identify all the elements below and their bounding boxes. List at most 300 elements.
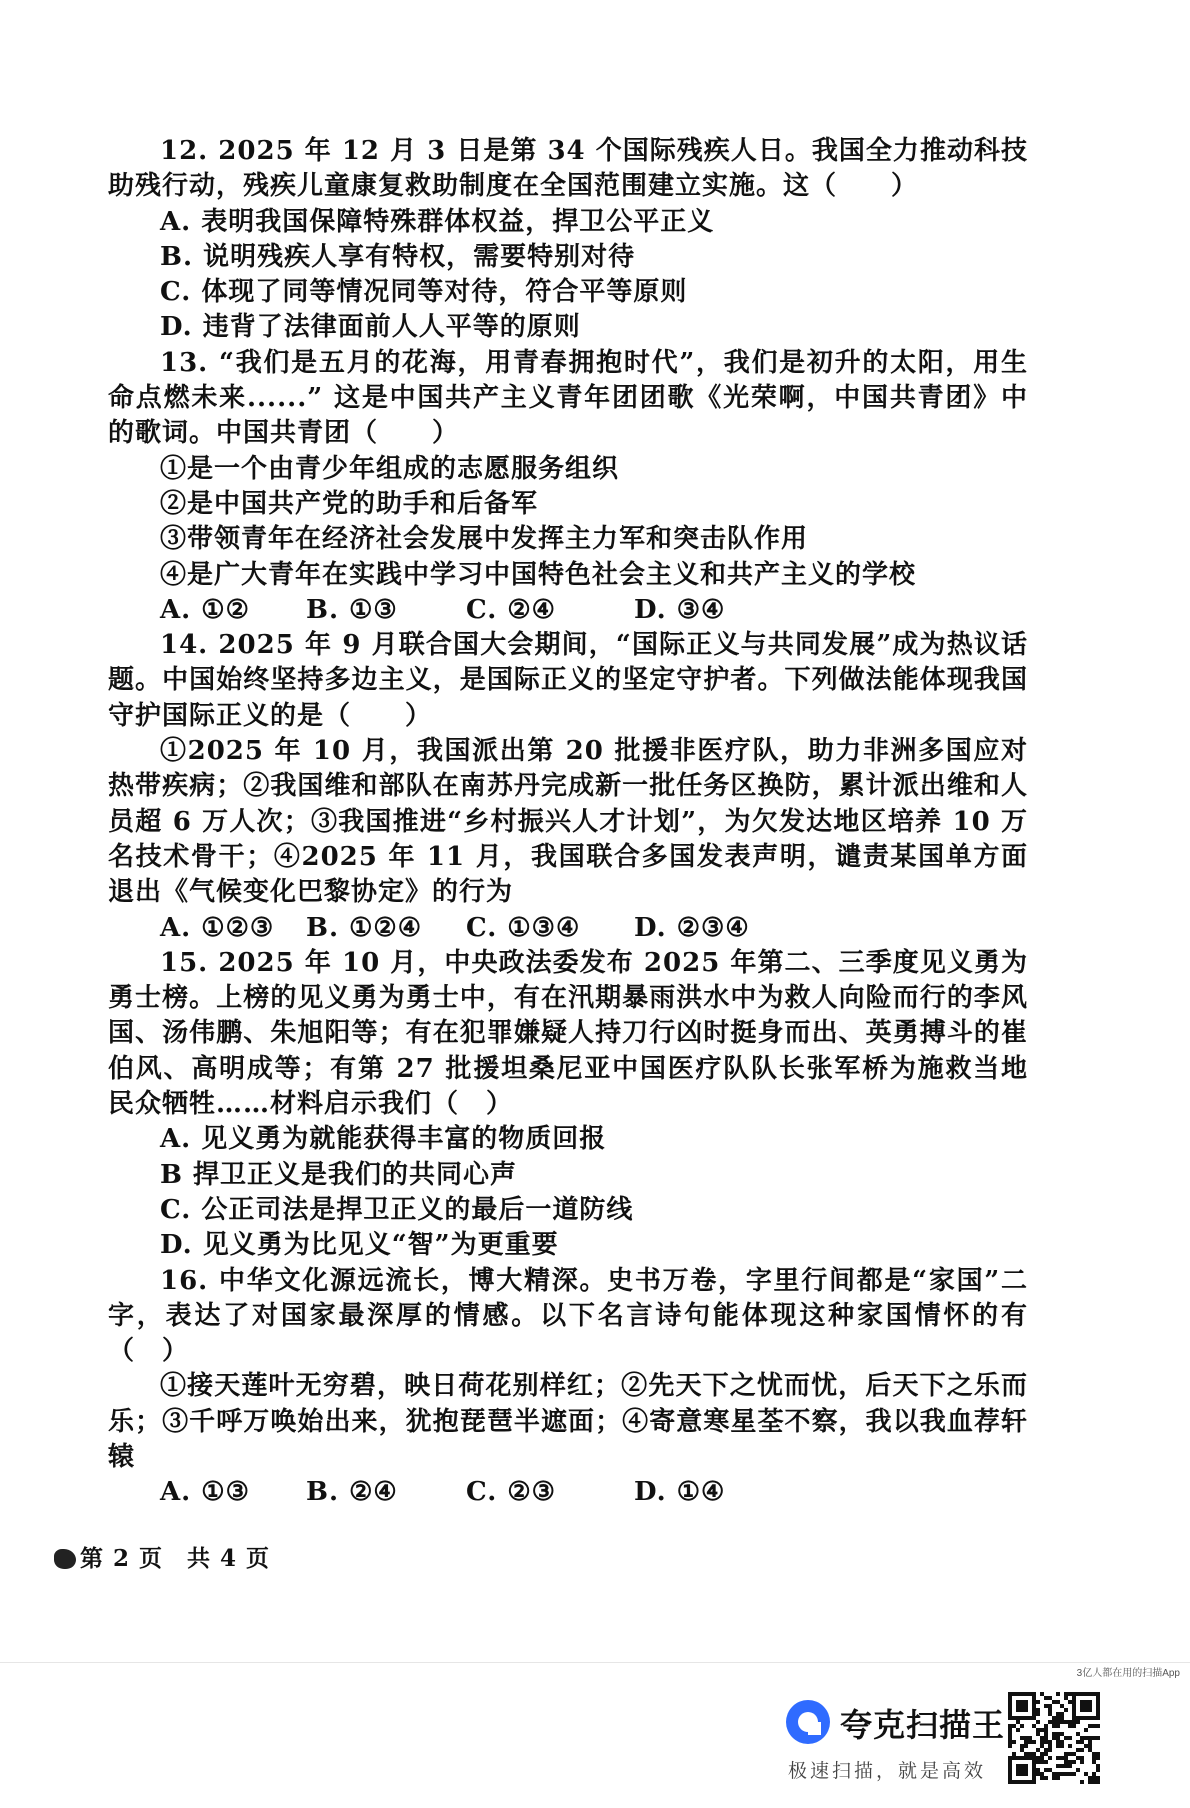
qr-module — [1032, 1692, 1036, 1696]
qr-module — [1028, 1736, 1032, 1740]
option-c: C. 体现了同等情况同等对待，符合平等原则 — [160, 277, 688, 308]
qr-module — [1036, 1768, 1040, 1772]
qr-module — [1060, 1720, 1064, 1724]
qr-module — [1088, 1724, 1092, 1728]
qr-module — [1052, 1716, 1056, 1720]
option-d: D. 见义勇为比见义“智”为更重要 — [160, 1230, 559, 1261]
qr-module — [1048, 1748, 1052, 1752]
qr-module — [1056, 1720, 1060, 1724]
qr-module — [1096, 1768, 1100, 1772]
qr-module — [1020, 1748, 1024, 1752]
scanner-tagline: 3亿人都在用的扫描App — [1076, 1668, 1180, 1679]
qr-module — [1088, 1692, 1092, 1696]
qr-module — [1008, 1692, 1012, 1696]
qr-module — [1008, 1708, 1012, 1712]
qr-module — [1052, 1732, 1056, 1736]
scanner-brand — [784, 1690, 1004, 1780]
option-c: C. 公正司法是捍卫正义的最后一道防线 — [160, 1194, 634, 1225]
choice-c: C. ②③ — [466, 1477, 556, 1508]
qr-module — [1096, 1756, 1100, 1760]
statement-3: ③带领青年在经济社会发展中发挥主力军和突击队作用 — [160, 524, 809, 555]
qr-module — [1044, 1752, 1048, 1756]
qr-module — [1084, 1704, 1088, 1708]
qr-module — [1088, 1700, 1092, 1704]
qr-module — [1096, 1724, 1100, 1728]
qr-module — [1016, 1772, 1020, 1776]
qr-module — [1008, 1716, 1012, 1720]
qr-module — [1052, 1776, 1056, 1780]
qr-module — [1088, 1716, 1092, 1720]
qr-module — [1044, 1724, 1048, 1728]
qr-module — [1036, 1700, 1040, 1704]
qr-module — [1072, 1708, 1076, 1712]
qr-module — [1024, 1704, 1028, 1708]
qr-module — [1048, 1744, 1052, 1748]
qr-module — [1084, 1744, 1088, 1748]
qr-module — [1024, 1708, 1028, 1712]
qr-module — [1064, 1752, 1068, 1756]
qr-module — [1056, 1764, 1060, 1768]
qr-module — [1016, 1728, 1020, 1732]
qr-module — [1056, 1712, 1060, 1716]
qr-module — [1036, 1732, 1040, 1736]
qr-module — [1056, 1740, 1060, 1744]
qr-module — [1024, 1780, 1028, 1784]
qr-module — [1040, 1692, 1044, 1696]
qr-module — [1088, 1748, 1092, 1752]
qr-module — [1016, 1756, 1020, 1760]
qr-module — [1008, 1736, 1012, 1740]
qr-module — [1076, 1740, 1080, 1744]
qr-module — [1060, 1772, 1064, 1776]
qr-module — [1060, 1712, 1064, 1716]
qr-module — [1096, 1708, 1100, 1712]
question-15 — [108, 946, 1028, 1264]
qr-module — [1084, 1736, 1088, 1740]
qr-module — [1016, 1768, 1020, 1772]
qr-module — [1044, 1704, 1048, 1708]
qr-module — [1084, 1700, 1088, 1704]
statement-1: ①是一个由青少年组成的志愿服务组织 — [160, 453, 620, 484]
qr-module — [1096, 1764, 1100, 1768]
statement-2: ②是中国共产党的助手和后备军 — [160, 488, 539, 519]
qr-module — [1072, 1772, 1076, 1776]
question-14 — [108, 628, 1028, 946]
qr-module — [1040, 1772, 1044, 1776]
qr-module — [1040, 1756, 1044, 1760]
choice-d: D. ①④ — [634, 1477, 726, 1508]
qr-module — [1096, 1696, 1100, 1700]
qr-module — [1032, 1704, 1036, 1708]
qr-module — [1020, 1772, 1024, 1776]
qr-module — [1012, 1724, 1016, 1728]
qr-module — [1068, 1752, 1072, 1756]
qr-module — [1024, 1700, 1028, 1704]
qr-module — [1052, 1772, 1056, 1776]
qr-module — [1008, 1700, 1012, 1704]
qr-module — [1068, 1720, 1072, 1724]
qr-module — [1056, 1724, 1060, 1728]
question-material: ①接天莲叶无穷碧，映日荷花别样红；②先天下之忧而忧，后天下之乐而乐；③千呼万唤始出来，犹抱琵琶半遮面；④寄意寒星荃不察，我以我血荐轩辕 — [108, 1371, 1028, 1472]
qr-module — [1096, 1776, 1100, 1780]
qr-module — [1040, 1776, 1044, 1780]
question-stem: 15. 2025 年 10 月，中央政法委发布 2025 年第二、三季度见义勇为勇士榜。上榜的见义勇为勇士中，有在汛期暴雨洪水中为救人向险而行的李风国、汤伟鹏、朱旭阳等；有在犯罪嫌疑人持刀行凶时挺身而出、英勇搏斗的崔伯风、高明成等；有第 27 批援坦桑尼亚中国医疗队队长张军桥为施救当地民众牺牲……材料启示我们（ ） — [108, 947, 1028, 1120]
qr-module — [1068, 1692, 1072, 1696]
qr-module — [1072, 1692, 1076, 1696]
qr-module — [1072, 1712, 1076, 1716]
qr-module — [1044, 1736, 1048, 1740]
qr-module — [1056, 1700, 1060, 1704]
qr-module — [1036, 1728, 1040, 1732]
option-b: B 捍卫正义是我们的共同心声 — [160, 1159, 518, 1190]
qr-module — [1072, 1752, 1076, 1756]
choice-a: A. ①②③ — [160, 912, 275, 943]
qr-module — [1080, 1748, 1084, 1752]
qr-module — [1012, 1692, 1016, 1696]
qr-module — [1080, 1780, 1084, 1784]
qr-module — [1012, 1740, 1016, 1744]
qr-module — [1020, 1716, 1024, 1720]
question-stem: 12. 2025 年 12 月 3 日是第 34 个国际残疾人日。我国全力推动科技助残行动，残疾儿童康复救助制度在全国范围建立实施。这（ ） — [108, 136, 1028, 202]
qr-module — [1080, 1740, 1084, 1744]
qr-module — [1016, 1708, 1020, 1712]
qr-module — [1008, 1728, 1012, 1732]
qr-module — [1092, 1724, 1096, 1728]
quark-logo-icon — [784, 1698, 832, 1746]
qr-module — [1024, 1692, 1028, 1696]
scanner-slogan: 极速扫描，就是高效 — [788, 1760, 987, 1782]
qr-module — [1040, 1736, 1044, 1740]
qr-module — [1060, 1732, 1064, 1736]
question-16 — [108, 1264, 1028, 1511]
qr-module — [1024, 1744, 1028, 1748]
qr-module — [1064, 1756, 1068, 1760]
qr-module — [1052, 1700, 1056, 1704]
qr-module — [1028, 1756, 1032, 1760]
choice-a: A. ①③ — [160, 1477, 250, 1508]
qr-module — [1096, 1712, 1100, 1716]
qr-module — [1012, 1716, 1016, 1720]
choice-d: D. ③④ — [634, 594, 726, 625]
qr-module — [1064, 1708, 1068, 1712]
page-number-label: 第 2 页 共 4 页 — [80, 1545, 271, 1572]
qr-module — [1092, 1760, 1096, 1764]
qr-module — [1028, 1780, 1032, 1784]
qr-module — [1088, 1740, 1092, 1744]
qr-module — [1096, 1704, 1100, 1708]
qr-module — [1012, 1752, 1016, 1756]
qr-module — [1064, 1696, 1068, 1700]
qr-module — [1096, 1716, 1100, 1720]
qr-module — [1072, 1704, 1076, 1708]
qr-module — [1016, 1700, 1020, 1704]
qr-module — [1064, 1772, 1068, 1776]
qr-module — [1008, 1772, 1012, 1776]
qr-module — [1056, 1716, 1060, 1720]
qr-module — [1008, 1756, 1012, 1760]
qr-module — [1068, 1736, 1072, 1740]
qr-module — [1056, 1776, 1060, 1780]
qr-module — [1020, 1780, 1024, 1784]
qr-module — [1040, 1744, 1044, 1748]
qr-module — [1064, 1692, 1068, 1696]
qr-module — [1024, 1740, 1028, 1744]
qr-module — [1032, 1764, 1036, 1768]
answer-choices — [108, 911, 1028, 946]
qr-module — [1088, 1780, 1092, 1784]
qr-module — [1020, 1692, 1024, 1696]
qr-module — [1076, 1716, 1080, 1720]
qr-module — [1092, 1736, 1096, 1740]
qr-module — [1032, 1696, 1036, 1700]
qr-module — [1076, 1748, 1080, 1752]
qr-module — [1072, 1724, 1076, 1728]
qr-module — [1072, 1760, 1076, 1764]
qr-module — [1008, 1780, 1012, 1784]
qr-module — [1088, 1704, 1092, 1708]
option-b: B. 说明残疾人享有特权，需要特别对待 — [160, 241, 636, 272]
qr-module — [1076, 1756, 1080, 1760]
qr-module — [1016, 1704, 1020, 1708]
qr-module — [1048, 1708, 1052, 1712]
qr-module — [1044, 1696, 1048, 1700]
qr-module — [1032, 1752, 1036, 1756]
qr-module — [1088, 1708, 1092, 1712]
qr-module — [1096, 1780, 1100, 1784]
qr-module — [1036, 1720, 1040, 1724]
question-stem: 14. 2025 年 9 月联合国大会期间，“国际正义与共同发展”成为热议话题。中国始终坚持多边主义，是国际正义的坚定守护者。下列做法能体现我国守护国际正义的是（ ） — [108, 630, 1028, 731]
qr-module — [1092, 1776, 1096, 1780]
qr-module — [1044, 1768, 1048, 1772]
qr-module — [1008, 1760, 1012, 1764]
qr-module — [1020, 1700, 1024, 1704]
scan-divider — [0, 1662, 1190, 1663]
qr-module — [1028, 1752, 1032, 1756]
qr-module — [1008, 1776, 1012, 1780]
qr-module — [1064, 1736, 1068, 1740]
question-13 — [108, 346, 1028, 628]
qr-module — [1068, 1760, 1072, 1764]
qr-module — [1020, 1768, 1024, 1772]
qr-module — [1084, 1772, 1088, 1776]
qr-module — [1020, 1704, 1024, 1708]
qr-module — [1032, 1768, 1036, 1772]
qr-module — [1016, 1780, 1020, 1784]
scanner-brand-name: 夸克扫描王 — [840, 1706, 1006, 1744]
qr-module — [1008, 1768, 1012, 1772]
qr-module — [1072, 1716, 1076, 1720]
qr-module — [1020, 1764, 1024, 1768]
qr-module — [1036, 1708, 1040, 1712]
option-a: A. 表明我国保障特殊群体权益，捍卫公平正义 — [160, 206, 715, 237]
ink-smudge — [54, 1549, 76, 1569]
qr-module — [1020, 1724, 1024, 1728]
qr-module — [1056, 1772, 1060, 1776]
choice-b: B. ②④ — [306, 1477, 398, 1508]
qr-module — [1060, 1704, 1064, 1708]
qr-module — [1032, 1772, 1036, 1776]
qr-module — [1088, 1744, 1092, 1748]
qr-module — [1040, 1740, 1044, 1744]
qr-module — [1060, 1740, 1064, 1744]
answer-choices — [108, 593, 1028, 628]
qr-module — [1024, 1772, 1028, 1776]
option-d: D. 违背了法律面前人人平等的原则 — [160, 312, 581, 343]
qr-module — [1036, 1712, 1040, 1716]
qr-module — [1048, 1720, 1052, 1724]
qr-module — [1056, 1736, 1060, 1740]
qr-module — [1008, 1732, 1012, 1736]
question-stem: 13. “我们是五月的花海，用青春拥抱时代”，我们是初升的太阳，用生命点燃未来......” 这是中国共产主义青年团团歌《光荣啊，中国共青团》中的歌词。中国共青团（ ） — [108, 347, 1028, 449]
qr-module — [1080, 1736, 1084, 1740]
page-number — [54, 1540, 270, 1573]
choice-b: B. ①②④ — [306, 912, 423, 943]
qr-module — [1068, 1772, 1072, 1776]
qr-module — [1032, 1724, 1036, 1728]
qr-module — [1040, 1752, 1044, 1756]
qr-module — [1040, 1760, 1044, 1764]
qr-module — [1056, 1756, 1060, 1760]
qr-module — [1048, 1712, 1052, 1716]
qr-module — [1084, 1708, 1088, 1712]
qr-module — [1056, 1744, 1060, 1748]
qr-module — [1076, 1692, 1080, 1696]
qr-module — [1060, 1756, 1064, 1760]
qr-module — [1036, 1748, 1040, 1752]
qr-module — [1064, 1760, 1068, 1764]
qr-module — [1016, 1720, 1020, 1724]
qr-module — [1048, 1696, 1052, 1700]
qr-module — [1028, 1716, 1032, 1720]
qr-module — [1068, 1700, 1072, 1704]
qr-module — [1052, 1736, 1056, 1740]
qr-code-icon — [1008, 1692, 1100, 1784]
qr-module — [1052, 1720, 1056, 1724]
qr-module — [1068, 1744, 1072, 1748]
qr-module — [1016, 1692, 1020, 1696]
statement-4: ④是广大青年在实践中学习中国特色社会主义和共产主义的学校 — [160, 559, 917, 590]
qr-module — [1008, 1744, 1012, 1748]
qr-module — [1060, 1744, 1064, 1748]
question-stem: 16. 中华文化源远流长，博大精深。史书万卷，字里行间都是“家国”二字，表达了对国家最深厚的情感。以下名言诗句能体现这种家国情怀的有（ ） — [108, 1265, 1028, 1367]
question-material: ①2025 年 10 月，我国派出第 20 批援非医疗队，助力非洲多国应对热带疾病；②我国维和部队在南苏丹完成新一批任务区换防，累计派出维和人员超 6 万人次；③我国推进“乡村振兴人才计划”，为欠发达地区培养 10 万名技术骨干；④2025 年 11 月，我国联合多国发表声明，谴责某国单方面退出《气候变化巴黎协定》的行为 — [108, 736, 1028, 908]
qr-module — [1096, 1752, 1100, 1756]
qr-module — [1040, 1728, 1044, 1732]
qr-module — [1080, 1716, 1084, 1720]
choice-c: C. ②④ — [466, 594, 556, 625]
qr-module — [1096, 1692, 1100, 1696]
option-a: A. 见义勇为就能获得丰富的物质回报 — [160, 1124, 607, 1155]
qr-module — [1032, 1712, 1036, 1716]
qr-module — [1044, 1732, 1048, 1736]
qr-module — [1028, 1740, 1032, 1744]
qr-module — [1064, 1764, 1068, 1768]
qr-module — [1044, 1740, 1048, 1744]
qr-module — [1044, 1760, 1048, 1764]
qr-module — [1032, 1780, 1036, 1784]
qr-module — [1008, 1704, 1012, 1708]
qr-module — [1092, 1752, 1096, 1756]
qr-module — [1020, 1744, 1024, 1748]
qr-module — [1036, 1772, 1040, 1776]
qr-module — [1056, 1732, 1060, 1736]
qr-module — [1080, 1760, 1084, 1764]
qr-module — [1008, 1696, 1012, 1700]
qr-module — [1032, 1760, 1036, 1764]
qr-module — [1024, 1768, 1028, 1772]
choice-a: A. ①② — [160, 594, 250, 625]
qr-module — [1016, 1764, 1020, 1768]
qr-module — [1048, 1740, 1052, 1744]
qr-module — [1068, 1764, 1072, 1768]
qr-module — [1092, 1756, 1096, 1760]
qr-module — [1036, 1756, 1040, 1760]
qr-module — [1068, 1724, 1072, 1728]
qr-module — [1048, 1756, 1052, 1760]
qr-module — [1044, 1776, 1048, 1780]
qr-module — [1060, 1764, 1064, 1768]
qr-module — [1032, 1756, 1036, 1760]
qr-module — [1032, 1708, 1036, 1712]
qr-module — [1092, 1772, 1096, 1776]
question-12 — [108, 134, 1028, 346]
qr-module — [1080, 1756, 1084, 1760]
qr-module — [1024, 1716, 1028, 1720]
qr-module — [1028, 1692, 1032, 1696]
qr-module — [1080, 1700, 1084, 1704]
qr-module — [1052, 1724, 1056, 1728]
qr-module — [1072, 1696, 1076, 1700]
choice-b: B. ①③ — [306, 594, 398, 625]
qr-module — [1084, 1716, 1088, 1720]
qr-module — [1024, 1752, 1028, 1756]
qr-module — [1020, 1708, 1024, 1712]
qr-module — [1008, 1712, 1012, 1716]
qr-module — [1048, 1704, 1052, 1708]
qr-module — [1096, 1700, 1100, 1704]
qr-module — [1060, 1716, 1064, 1720]
qr-module — [1020, 1736, 1024, 1740]
qr-module — [1084, 1728, 1088, 1732]
qr-module — [1044, 1728, 1048, 1732]
qr-module — [1020, 1756, 1024, 1760]
qr-module — [1084, 1692, 1088, 1696]
qr-module — [1016, 1716, 1020, 1720]
qr-module — [1056, 1692, 1060, 1696]
answer-choices — [108, 1475, 1028, 1510]
qr-module — [1080, 1708, 1084, 1712]
qr-module — [1088, 1776, 1092, 1780]
qr-module — [1088, 1736, 1092, 1740]
qr-module — [1064, 1720, 1068, 1724]
qr-module — [1024, 1736, 1028, 1740]
qr-module — [1072, 1720, 1076, 1724]
qr-module — [1024, 1764, 1028, 1768]
qr-module — [1048, 1768, 1052, 1772]
qr-module — [1024, 1756, 1028, 1760]
qr-module — [1092, 1780, 1096, 1784]
qr-module — [1044, 1748, 1048, 1752]
qr-module — [1092, 1692, 1096, 1696]
qr-module — [1076, 1768, 1080, 1772]
choice-c: C. ①③④ — [466, 912, 581, 943]
qr-module — [1076, 1732, 1080, 1736]
qr-module — [1012, 1756, 1016, 1760]
qr-module — [1036, 1760, 1040, 1764]
qr-module — [1080, 1704, 1084, 1708]
qr-module — [1096, 1736, 1100, 1740]
qr-module — [1032, 1700, 1036, 1704]
